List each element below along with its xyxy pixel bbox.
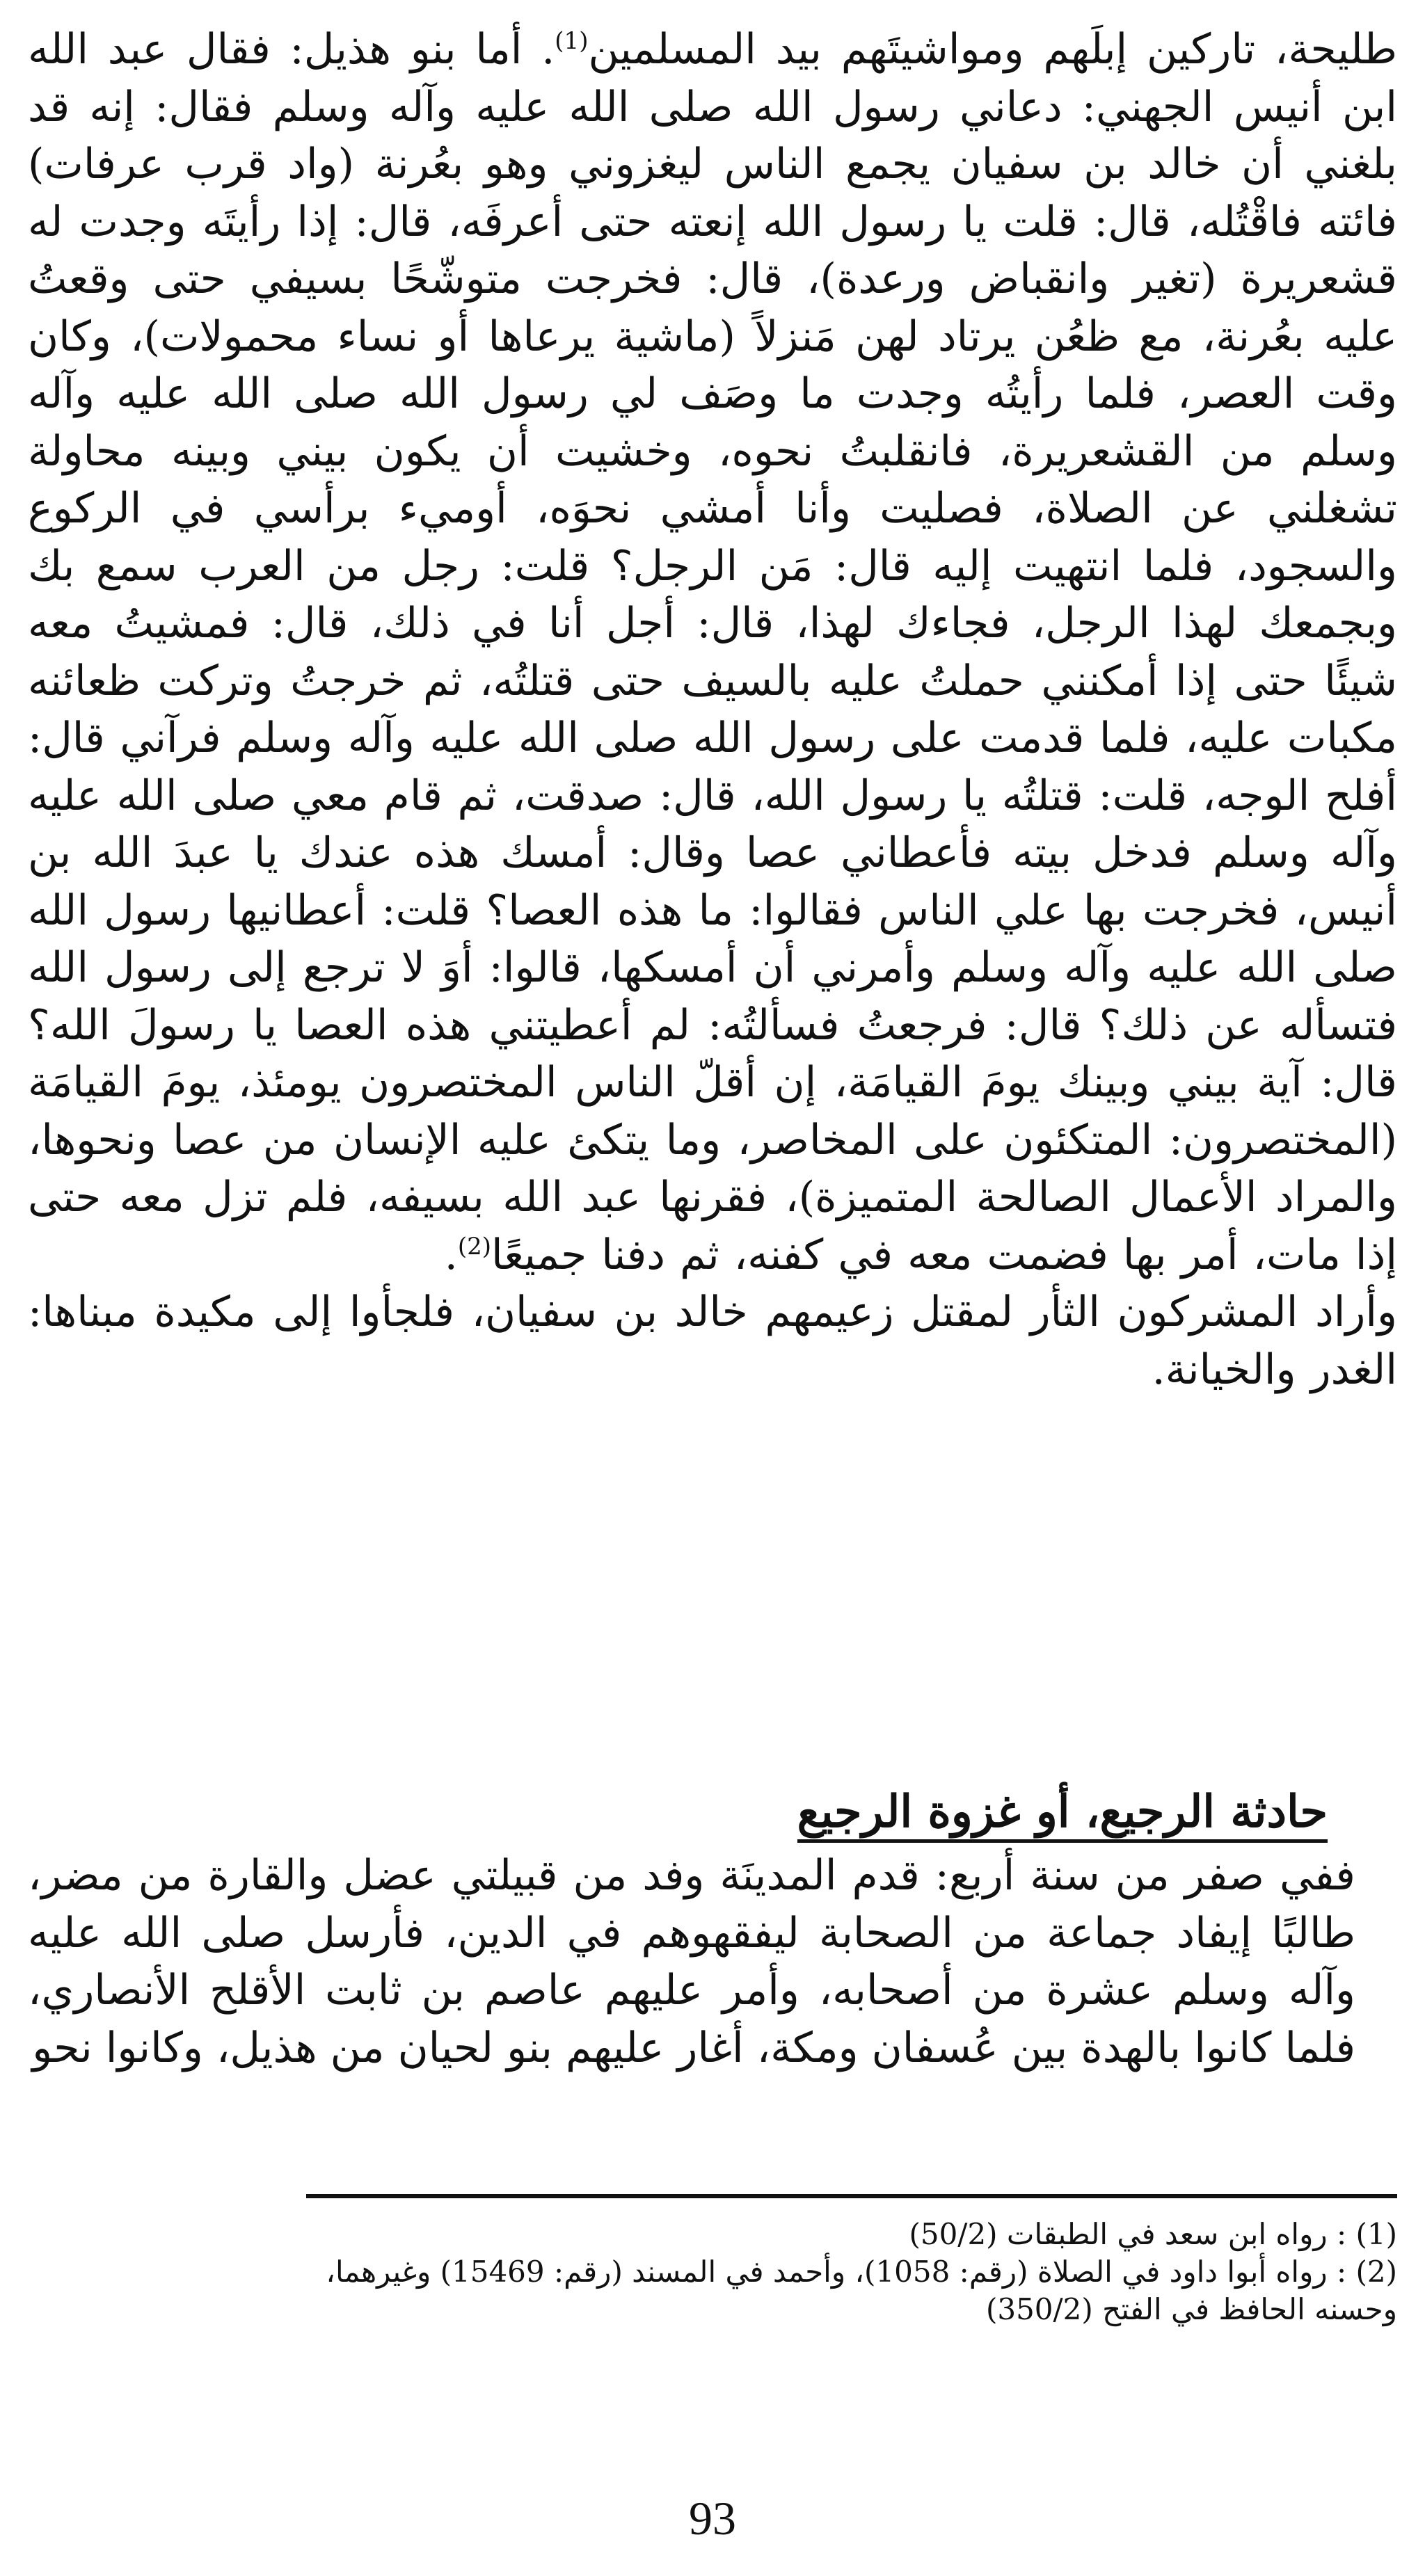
body-text-segment: . [444, 1230, 458, 1279]
footnotes [28, 2216, 1397, 2328]
footnote-item: (1) : رواه ابن سعد في الطبقات (50/2) [909, 2217, 1397, 2251]
footnote-item: (2) : رواه أبوا داود في الصلاة (رقم: 1058)، وأحمد في المسند (رقم: 15469) وغيرهما، [326, 2255, 1397, 2289]
body-text-segment: طليحة، تاركين إبلَهم ومواشيتَهم بيد المسلمين [588, 25, 1397, 74]
section-heading-text: حادثة الرجيع، أو غزوة الرجيع [797, 1786, 1328, 1843]
body-text-segment: . أما بنو هذيل: فقال عبد الله ابن أنيس الجهني: دعاني رسول الله صلى الله عليه وآله وسلم فقال: إنه قد بلغني أن خالد بن سفيان يجمع الناس ليغزوني وهو بعُرنة (واد قرب عرفات) فائته فاقْتُله، قال: قلت يا رسول الله إنعته حتى أعرفَه، قال: إذا رأيتَه وجدت له قشعريرة (تغير وانقباض ورعدة)، قال: فخرجت متوشّحًا بسيفي حتى وقعتُ عليه بعُرنة، مع ظعُن يرتاد لهن مَنزلاً (ماشية يرعاها أو نساء محمولات)، وكان وقت العصر، فلما رأيتُه وجدت ما وصَف لي رسول الله صلى الله عليه وآله وسلم من القشعريرة، فانقلبتُ نحوه، وخشيت أن يكون بيني وبينه محاولة تشغلني عن الصلاة، فصليت وأنا أمشي نحوَه، أوميء برأسي في الركوع والسجود، فلما انتهيت إليه قال: مَن الرجل؟ قلت: رجل من العرب سمع بك وبجمعك لهذا الرجل، فجاءك لهذا، قال: أجل أنا في ذلك، قال: فمشيتُ معه شيئًا حتى إذا أمكنني حملتُ عليه بالسيف حتى قتلتُه، ثم خرجتُ وتركت ظعائنه مكبات عليه، فلما قدمت على رسول الله صلى الله عليه وآله وسلم فرآني قال: أفلح الوجه، قلت: قتلتُه يا رسول الله، قال: صدقت، ثم قام معي صلى الله عليه وآله وسلم فدخل بيته فأعطاني عصا وقال: أمسك هذه عندك يا عبدَ الله بن أنيس، فخرجت بها علي الناس فقالوا: ما هذه العصا؟ قلت: أعطانيها رسول الله صلى الله عليه وآله وسلم وأمرني أن أمسكها، قالوا: أوَ لا ترجع إلى رسول الله فتسأله عن ذلك؟ قال: فرجعتُ فسألتُه: لم أعطيتني هذه العصا يا رسولَ الله؟ قال: آية بيني وبينك يومَ القيامَة، إن أقلّ الناس المختصرون يومئذ، يومَ القيامَة (المختصرون: المتكئون على المخاصر، وما يتكئ عليه الإنسان من عصا ونحوها، والمراد الأعمال الصالحة المتميزة)، فقرنها عبد الله بسيفه، فلم تزل معه حتى إذا مات، أمر بها فضمت معه في كفنه، ثم دفنا جميعًا [28, 25, 1397, 1279]
body-paragraph [28, 21, 1397, 1283]
body-paragraph: وأراد المشركون الثأر لمقتل زعيمهم خالد بن سفيان، فلجأوا إلى مكيدة مبناها: الغدر والخيانة. [28, 1288, 1397, 1394]
footnote-reference: (2) [457, 1232, 492, 1261]
page-number: 93 [689, 2492, 736, 2545]
section-heading [28, 1781, 1397, 1843]
footnote-reference: (1) [555, 27, 589, 55]
footnote-divider [306, 2194, 1397, 2198]
section-body-text [28, 1847, 1397, 2077]
footnote-item: وحسنه الحافظ في الفتح (350/2) [985, 2292, 1397, 2326]
main-body-text [28, 21, 1397, 1398]
section-paragraph: ففي صفر من سنة أربع: قدم المدينَة وفد من قبيلتي عضل والقارة من مضر، طالبًا إيفاد جماعة من الصحابة ليفقهوهم في الدين، فأرسل صلى الله عليه وآله وسلم عشرة من أصحابه، وأمر عليهم عاصم بن ثابت الأقلح الأنصاري، فلما كانوا بالهدة بين عُسفان ومكة، أغار عليهم بنو لحيان من هذيل، وكانوا نحو [28, 1851, 1356, 2072]
